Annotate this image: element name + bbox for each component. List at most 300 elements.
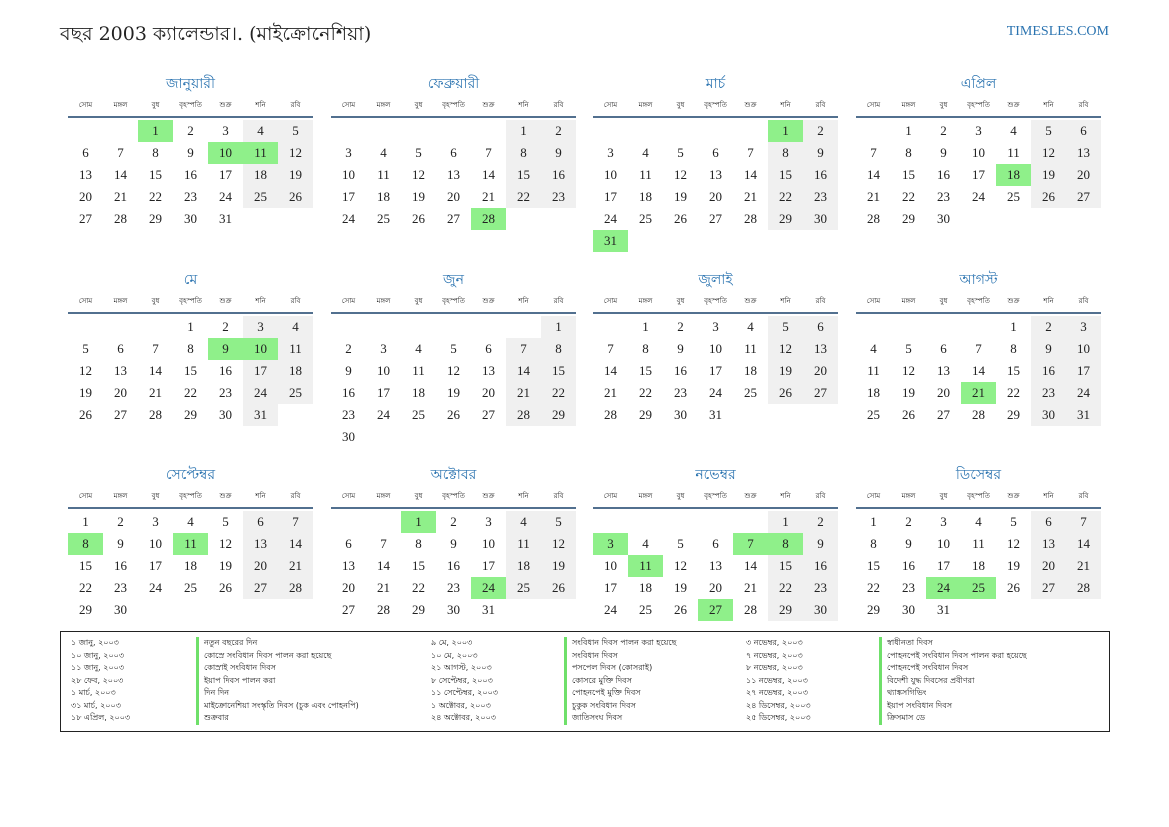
empty-cell: [593, 120, 628, 142]
day-cell: 15: [412, 558, 425, 573]
day-cell: 23: [342, 407, 355, 422]
month-calendar: [856, 270, 1101, 426]
day-cell: 15: [79, 558, 92, 573]
weekday-label: বৃহস্পতি: [442, 101, 465, 109]
day-cell: 30: [114, 602, 127, 617]
day-cell: 22: [541, 382, 576, 404]
day-cell: 2: [803, 120, 838, 142]
day-cell: 28: [604, 407, 617, 422]
day-cell: 7: [485, 145, 492, 160]
weekday-label: শুক্র: [219, 101, 232, 109]
weekday-label: শনি: [255, 492, 266, 500]
day-cell: 25: [412, 407, 425, 422]
legend-date-column: [71, 637, 130, 725]
day-cell: 27: [114, 407, 127, 422]
day-cell: 23: [674, 385, 687, 400]
legend-date: ৯ মে, ২০০৩: [431, 638, 473, 647]
day-cell: 25: [1007, 189, 1020, 204]
day-cell: 1: [768, 511, 803, 533]
legend-date: ৩ নভেম্বর, ২০০৩: [746, 638, 803, 647]
day-cell: 19: [674, 189, 687, 204]
holiday-legend: [60, 631, 1110, 732]
day-cell: 11: [972, 536, 985, 551]
day-cell: 19: [1031, 164, 1066, 186]
legend-holiday-name: ইয়াপ দিবস পালন করা: [204, 675, 276, 685]
day-cell: 5: [677, 145, 684, 160]
day-cell: 25: [377, 211, 390, 226]
day-cell: 29: [541, 404, 576, 426]
day-cell: 26: [902, 407, 915, 422]
day-cell: 7: [152, 341, 159, 356]
day-cell: 17: [342, 189, 355, 204]
day-cell: 22: [639, 385, 652, 400]
day-cell: 13: [114, 363, 127, 378]
day-cell: 14: [604, 363, 617, 378]
day-cell: 6: [485, 341, 492, 356]
empty-cell: [366, 120, 401, 142]
legend-date: ৮ সেপ্টেম্বর, ২০০৩: [431, 675, 493, 685]
day-cell: 6: [345, 536, 352, 551]
day-cell: 15: [541, 360, 576, 382]
day-cell: 11: [1007, 145, 1020, 160]
day-cell: 7: [733, 533, 768, 555]
day-grid: [68, 120, 313, 230]
day-cell: 23: [803, 186, 838, 208]
empty-cell: [471, 316, 506, 338]
day-cell: 21: [744, 580, 757, 595]
day-cell: 4: [380, 145, 387, 160]
day-cell: 1: [870, 514, 877, 529]
month-calendar: [593, 465, 838, 621]
day-cell: 8: [506, 142, 541, 164]
day-cell: 4: [1010, 123, 1017, 138]
day-cell: 3: [345, 145, 352, 160]
legend-holiday-name: থ্যাঙ্কসগিভিং: [887, 688, 927, 697]
legend-date: ২৫ ডিসেম্বর, ২০০৩: [746, 713, 811, 722]
legend-holiday-name: কোস্রে সংবিধান দিবস পালন করা হয়েছে: [204, 650, 332, 660]
day-cell: 28: [377, 602, 390, 617]
month-name: মার্চ: [705, 76, 726, 92]
day-cell: 13: [937, 363, 950, 378]
empty-cell: [698, 511, 733, 533]
day-cell: 9: [1031, 338, 1066, 360]
day-cell: 21: [149, 385, 162, 400]
day-cell: 13: [1066, 142, 1101, 164]
day-cell: 20: [1066, 164, 1101, 186]
day-cell: 4: [243, 120, 278, 142]
empty-cell: [1066, 599, 1101, 621]
day-cell: 24: [243, 382, 278, 404]
day-cell: 16: [447, 558, 460, 573]
day-cell: 14: [278, 533, 313, 555]
empty-cell: [366, 316, 401, 338]
day-cell: 20: [447, 189, 460, 204]
day-cell: 18: [639, 580, 652, 595]
day-cell: 3: [222, 123, 229, 138]
weekday-label: সোম: [603, 101, 618, 109]
day-cell: 17: [219, 167, 232, 182]
day-cell: 12: [278, 142, 313, 164]
day-cell: 17: [149, 558, 162, 573]
empty-cell: [401, 426, 436, 448]
day-cell: 7: [975, 341, 982, 356]
empty-cell: [401, 316, 436, 338]
day-cell: 4: [975, 514, 982, 529]
day-cell: 1: [401, 511, 436, 533]
day-cell: 23: [937, 189, 950, 204]
weekday-label: শনি: [518, 297, 529, 305]
weekday-label: মঙ্গল: [376, 101, 391, 109]
weekday-header: [68, 485, 313, 509]
weekday-label: মঙ্গল: [901, 492, 916, 500]
day-cell: 18: [278, 360, 313, 382]
day-grid: [331, 120, 576, 230]
weekday-label: সোম: [341, 101, 356, 109]
day-cell: 21: [604, 385, 617, 400]
day-cell: 30: [674, 407, 687, 422]
day-cell: 6: [82, 145, 89, 160]
day-cell: 24: [471, 577, 506, 599]
day-cell: 18: [639, 189, 652, 204]
weekday-label: শুক্র: [744, 101, 757, 109]
day-cell: 14: [482, 167, 495, 182]
weekday-label: রবি: [290, 297, 301, 305]
day-cell: 3: [712, 319, 719, 334]
weekday-header: [593, 485, 838, 509]
weekday-label: বুধ: [676, 101, 685, 109]
day-cell: 16: [674, 363, 687, 378]
day-cell: 12: [219, 536, 232, 551]
weekday-label: বুধ: [939, 101, 948, 109]
day-cell: 29: [867, 602, 880, 617]
legend-holiday-name: বিদেশী যুদ্ধ দিবসের প্রবীণরা: [887, 675, 975, 685]
day-cell: 13: [709, 167, 722, 182]
day-cell: 19: [79, 385, 92, 400]
empty-cell: [243, 599, 278, 621]
weekday-label: সোম: [603, 297, 618, 305]
empty-cell: [436, 426, 471, 448]
empty-cell: [996, 208, 1031, 230]
day-cell: 30: [937, 211, 950, 226]
month-calendar: [68, 465, 313, 621]
day-cell: 23: [447, 580, 460, 595]
month-calendar: [331, 465, 576, 621]
day-cell: 13: [79, 167, 92, 182]
day-cell: 11: [639, 167, 652, 182]
day-cell: 6: [712, 536, 719, 551]
month-calendar: [331, 74, 576, 230]
day-cell: 9: [940, 145, 947, 160]
day-cell: 12: [1007, 536, 1020, 551]
day-grid: [593, 316, 838, 426]
day-cell: 1: [541, 316, 576, 338]
day-cell: 12: [412, 167, 425, 182]
day-cell: 17: [482, 558, 495, 573]
day-cell: 8: [768, 533, 803, 555]
legend-holiday-name: কোসরে মুক্তি দিবস: [572, 675, 632, 685]
day-cell: 24: [1066, 382, 1101, 404]
day-grid: [856, 120, 1101, 230]
empty-cell: [68, 316, 103, 338]
weekday-label: শুক্র: [482, 297, 495, 305]
day-cell: 15: [867, 558, 880, 573]
day-cell: 7: [380, 536, 387, 551]
day-cell: 21: [867, 189, 880, 204]
day-cell: 3: [607, 145, 614, 160]
day-cell: 25: [639, 602, 652, 617]
weekday-label: শনি: [780, 101, 791, 109]
day-grid: [856, 316, 1101, 426]
weekday-label: সোম: [603, 492, 618, 500]
empty-cell: [506, 426, 541, 448]
day-cell: 26: [447, 407, 460, 422]
day-cell: 22: [506, 186, 541, 208]
day-cell: 22: [79, 580, 92, 595]
day-cell: 26: [768, 382, 803, 404]
weekday-label: বুধ: [414, 297, 423, 305]
site-link[interactable]: TIMESLES.COM: [1006, 24, 1109, 39]
day-cell: 9: [450, 536, 457, 551]
legend-date: ১০ জানু, ২০০৩: [71, 650, 125, 660]
day-cell: 22: [768, 186, 803, 208]
day-cell: 25: [639, 211, 652, 226]
empty-cell: [541, 426, 576, 448]
day-cell: 30: [803, 599, 838, 621]
weekday-header: [331, 94, 576, 118]
day-cell: 24: [377, 407, 390, 422]
day-cell: 25: [961, 577, 996, 599]
day-cell: 26: [541, 577, 576, 599]
day-cell: 8: [905, 145, 912, 160]
weekday-label: সোম: [866, 492, 881, 500]
day-cell: 19: [219, 558, 232, 573]
day-cell: 19: [674, 580, 687, 595]
day-cell: 26: [278, 186, 313, 208]
day-cell: 27: [447, 211, 460, 226]
legend-holiday-name: ক্রিসমাস ডে: [887, 713, 925, 722]
weekday-label: বৃহস্পতি: [704, 492, 727, 500]
day-cell: 21: [961, 382, 996, 404]
legend-date: ২৪ ডিসেম্বর, ২০০৩: [746, 700, 811, 710]
empty-cell: [541, 599, 576, 621]
day-cell: 21: [278, 555, 313, 577]
weekday-label: সোম: [866, 101, 881, 109]
legend-date: ৮ নভেম্বর, ২০০৩: [746, 663, 803, 672]
day-cell: 20: [482, 385, 495, 400]
weekday-label: বৃহস্পতি: [704, 297, 727, 305]
weekday-header: [856, 485, 1101, 509]
day-cell: 8: [415, 536, 422, 551]
day-cell: 14: [114, 167, 127, 182]
day-cell: 28: [114, 211, 127, 226]
day-cell: 31: [482, 602, 495, 617]
weekday-label: রবি: [290, 101, 301, 109]
day-cell: 22: [1007, 385, 1020, 400]
day-cell: 7: [747, 145, 754, 160]
day-cell: 11: [243, 142, 278, 164]
day-cell: 5: [768, 316, 803, 338]
day-cell: 4: [642, 145, 649, 160]
day-cell: 3: [243, 316, 278, 338]
weekday-label: মঙ্গল: [113, 297, 128, 305]
day-cell: 10: [377, 363, 390, 378]
empty-cell: [733, 404, 768, 426]
day-cell: 22: [768, 577, 803, 599]
empty-cell: [593, 316, 628, 338]
day-cell: 25: [184, 580, 197, 595]
day-cell: 20: [803, 360, 838, 382]
day-cell: 10: [149, 536, 162, 551]
weekday-label: বুধ: [414, 492, 423, 500]
legend-holiday-name: সংবিধান দিবস: [572, 650, 618, 660]
day-cell: 12: [768, 338, 803, 360]
weekday-label: মঙ্গল: [901, 101, 916, 109]
day-cell: 27: [243, 577, 278, 599]
weekday-label: বৃহস্পতি: [967, 101, 990, 109]
day-cell: 8: [768, 142, 803, 164]
day-cell: 21: [506, 382, 541, 404]
legend-holiday-name: চুকুক সংবিধান দিবস: [572, 700, 636, 710]
day-cell: 7: [278, 511, 313, 533]
day-cell: 30: [902, 602, 915, 617]
empty-cell: [961, 316, 996, 338]
day-cell: 5: [278, 120, 313, 142]
day-grid: [68, 316, 313, 426]
day-cell: 28: [744, 602, 757, 617]
day-cell: 1: [768, 120, 803, 142]
empty-cell: [471, 120, 506, 142]
day-cell: 21: [482, 189, 495, 204]
weekday-label: মঙ্গল: [113, 492, 128, 500]
legend-holiday-name: নতুন বছরের দিন: [204, 638, 258, 647]
day-cell: 18: [744, 363, 757, 378]
day-cell: 17: [937, 558, 950, 573]
day-cell: 5: [415, 145, 422, 160]
day-cell: 8: [870, 536, 877, 551]
day-cell: 13: [482, 363, 495, 378]
day-cell: 2: [940, 123, 947, 138]
day-cell: 14: [1066, 533, 1101, 555]
empty-cell: [366, 426, 401, 448]
day-cell: 2: [117, 514, 124, 529]
legend-holiday-name: স্বাধীনতা দিবস: [887, 638, 933, 647]
day-cell: 28: [471, 208, 506, 230]
empty-cell: [803, 230, 838, 252]
legend-date: ১ অক্টোবর, ২০০৩: [431, 700, 491, 710]
day-cell: 6: [1066, 120, 1101, 142]
day-cell: 17: [1066, 360, 1101, 382]
day-cell: 29: [149, 211, 162, 226]
month-name: এপ্রিল: [960, 76, 997, 92]
day-cell: 9: [187, 145, 194, 160]
day-cell: 15: [768, 555, 803, 577]
empty-cell: [331, 120, 366, 142]
day-cell: 15: [184, 363, 197, 378]
legend-date: ১১ নভেম্বর, ২০০৩: [746, 675, 808, 685]
empty-cell: [733, 230, 768, 252]
day-cell: 1: [82, 514, 89, 529]
day-cell: 11: [377, 167, 390, 182]
day-cell: 11: [173, 533, 208, 555]
day-cell: 10: [1066, 338, 1101, 360]
weekday-label: বুধ: [939, 492, 948, 500]
day-cell: 20: [937, 385, 950, 400]
day-cell: 31: [1066, 404, 1101, 426]
weekday-label: বুধ: [151, 297, 160, 305]
day-cell: 14: [972, 363, 985, 378]
day-cell: 29: [79, 602, 92, 617]
day-cell: 29: [768, 208, 803, 230]
weekday-label: বৃহস্পতি: [967, 297, 990, 305]
day-cell: 26: [674, 602, 687, 617]
weekday-label: শনি: [780, 492, 791, 500]
weekday-label: শনি: [780, 297, 791, 305]
day-cell: 17: [972, 167, 985, 182]
day-cell: 26: [79, 407, 92, 422]
day-cell: 1: [642, 319, 649, 334]
empty-cell: [471, 426, 506, 448]
day-cell: 5: [82, 341, 89, 356]
day-cell: 9: [803, 533, 838, 555]
legend-holiday-name: মাইক্রোনেশিয়া সংস্কৃতি দিবস (চুক এবং পোহনপি): [204, 700, 359, 710]
empty-cell: [103, 316, 138, 338]
day-cell: 20: [243, 555, 278, 577]
weekday-label: বৃহস্পতি: [179, 492, 202, 500]
day-cell: 27: [79, 211, 92, 226]
month-name: জানুয়ারী: [166, 76, 215, 92]
month-calendar: [331, 270, 576, 448]
weekday-label: শনি: [518, 492, 529, 500]
day-cell: 14: [149, 363, 162, 378]
legend-date: ২১ আগস্ট, ২০০৩: [431, 663, 492, 672]
day-grid: [593, 511, 838, 621]
day-cell: 30: [447, 602, 460, 617]
day-cell: 12: [674, 167, 687, 182]
legend-date: ২৭ নভেম্বর, ২০০৩: [746, 688, 808, 697]
weekday-header: [856, 290, 1101, 314]
weekday-label: শুক্র: [482, 492, 495, 500]
day-cell: 5: [1010, 514, 1017, 529]
day-cell: 19: [278, 164, 313, 186]
legend-holiday-name: কোস্রাই সংবিধান দিবস: [204, 663, 276, 672]
empty-cell: [366, 511, 401, 533]
weekday-label: শুক্র: [1007, 297, 1020, 305]
day-cell: 16: [114, 558, 127, 573]
day-cell: 2: [1031, 316, 1066, 338]
weekday-label: বুধ: [676, 492, 685, 500]
day-cell: 8: [152, 145, 159, 160]
weekday-label: মঙ্গল: [638, 492, 653, 500]
day-cell: 9: [208, 338, 243, 360]
day-cell: 27: [342, 602, 355, 617]
day-cell: 8: [541, 338, 576, 360]
empty-cell: [138, 599, 173, 621]
day-cell: 16: [184, 167, 197, 182]
day-cell: 11: [278, 338, 313, 360]
weekday-label: বৃহস্পতি: [179, 297, 202, 305]
day-cell: 6: [940, 341, 947, 356]
day-cell: 20: [709, 580, 722, 595]
legend-date: ১১ সেপ্টেম্বর, ২০০৩: [431, 688, 498, 697]
legend-date-column: [431, 637, 498, 725]
weekday-label: মঙ্গল: [376, 492, 391, 500]
day-cell: 28: [506, 404, 541, 426]
empty-cell: [628, 230, 663, 252]
day-cell: 24: [709, 385, 722, 400]
day-cell: 25: [506, 577, 541, 599]
day-cell: 15: [768, 164, 803, 186]
month-name: জুলাই: [698, 272, 733, 288]
